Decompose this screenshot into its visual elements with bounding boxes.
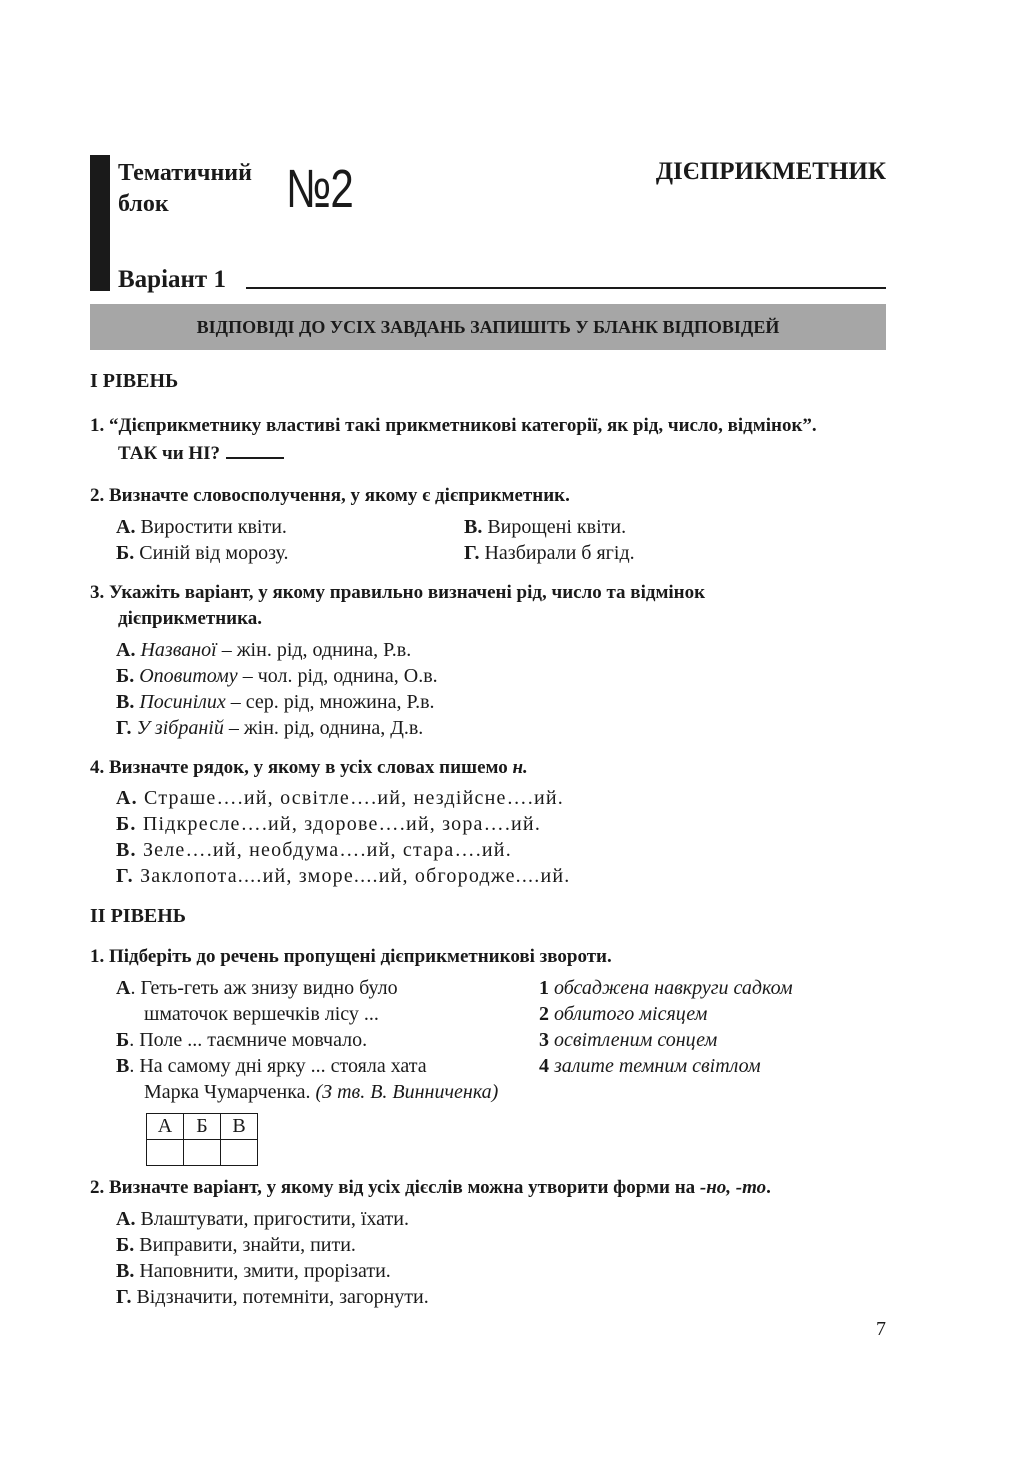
l1-q2-option-v: В. Вирощені квіти. [464, 516, 627, 538]
grid-header-b: Б [184, 1114, 221, 1140]
l1-question-4 [90, 755, 528, 781]
l1-q4-option-g: Г. Заклопота....ий, зморе....ий, обгородже....ий. [116, 865, 571, 887]
level-1-title: І РІВЕНЬ [90, 370, 179, 392]
grid-cell-a[interactable] [147, 1140, 184, 1166]
l1-q4-option-v: В. Зеле….ий, необдума….ий, стара….ий. [116, 839, 512, 861]
l2-q1-sentence-v: В. На самому дні ярку ... стояла хата Марка Чумарченка. (З тв. В. Винниченка) [116, 1055, 499, 1103]
l2-q1-phrase-4: 4 залите темним світлом [539, 1055, 761, 1077]
grid-header-v: В [221, 1114, 258, 1140]
l1-q2-text: 2. Визначте словосполучення, у якому є дієприкметник. [90, 485, 570, 506]
l1-q4-letter: н. [512, 757, 528, 778]
l2-q2-end: . [766, 1177, 771, 1198]
grid-cell-v[interactable] [221, 1140, 258, 1166]
l1-q3-option-g: Г. У зібраній – жін. рід, однина, Д.в. [116, 717, 424, 739]
l1-q4-text: 4. Визначте рядок, у якому в усіх словах пишемо [90, 757, 508, 778]
grid-header-a: А [147, 1114, 184, 1140]
l1-q2-option-g: Г. Назбирали б ягід. [464, 542, 635, 564]
grid-cell-b[interactable] [184, 1140, 221, 1166]
instruction-banner: ВІДПОВІДІ ДО УСІХ ЗАВДАНЬ ЗАПИШІТЬ У БЛАНК ВІДПОВІДЕЙ [90, 304, 886, 350]
l2-q2-option-v: В. Наповнити, змити, прорізати. [116, 1260, 391, 1282]
l1-q2-option-b: Б. Синій від морозу. [116, 542, 289, 564]
l1-question-1 [90, 413, 817, 467]
l2-q1-phrase-2: 2 облитого місяцем [539, 1003, 708, 1025]
l1-q3-option-a: А. Названої – жін. рід, однина, Р.в. [116, 639, 412, 661]
l1-q3-line1: 3. Укажіть варіант, у якому правильно визначені рід, число та відмінок [90, 582, 706, 603]
answer-grid [146, 1113, 258, 1166]
l1-q2-option-a: А. Виростити квіти. [116, 516, 287, 538]
l2-q1-sentence-a: А. Геть-геть аж знизу видно було шматочок вершечків лісу ... [116, 977, 398, 1025]
l2-q2-option-g: Г. Відзначити, потемніти, загорнути. [116, 1286, 429, 1308]
l1-q4-option-b: Б. Підкресле….ий, здорове….ий, зора….ий. [116, 813, 542, 835]
variant-underline [246, 287, 886, 289]
l1-q3-line2: дієприкметника. [118, 608, 263, 629]
l1-q1-line2: ТАК чи НІ? [118, 443, 221, 464]
topic-title: ДІЄПРИКМЕТНИК [655, 158, 886, 185]
block-marker-bar [90, 155, 110, 291]
block-label-line2: блок [118, 191, 169, 217]
level-2-title: ІІ РІВЕНЬ [90, 905, 187, 927]
variant-label: Варіант 1 [118, 266, 226, 293]
l2-q2-option-b: Б. Виправити, знайти, пити. [116, 1234, 356, 1256]
l1-q3-option-v: В. Посинілих – сер. рід, множина, Р.в. [116, 691, 435, 713]
answer-blank[interactable] [226, 439, 284, 459]
block-number: №2 [286, 159, 354, 219]
l2-question-2 [90, 1175, 771, 1201]
l1-q1-line2-wrap [90, 439, 817, 467]
l2-q1-text: 1. Підберіть до речень пропущені дієприкметникові звороти. [90, 946, 612, 967]
block-label-line1: Тематичний [118, 160, 252, 186]
l1-q3-option-b: Б. Оповитому – чол. рід, однина, О.в. [116, 665, 438, 687]
l2-q2-text: 2. Визначте варіант, у якому від усіх дієслів можна утворити форми на [90, 1177, 696, 1198]
l1-q1-line1: 1. “Дієприкметнику властиві такі прикметникові категорії, як рід, число, відмінок”. [90, 415, 817, 436]
l2-q1-phrase-1: 1 обсаджена навкруги садком [539, 977, 793, 999]
l2-q2-suffixes: -но, -то [699, 1177, 767, 1198]
l2-q1-phrase-3: 3 освітленим сонцем [539, 1029, 718, 1051]
l1-question-3 [90, 580, 705, 632]
page-number: 7 [876, 1318, 886, 1340]
l2-q2-option-a: А. Влаштувати, пригостити, їхати. [116, 1208, 409, 1230]
l1-q4-option-a: А. Страше….ий, освітле….ий, нездійсне….ий. [116, 787, 565, 809]
block-label [118, 158, 252, 220]
l2-q1-sentence-b: Б. Поле ... таємниче мовчало. [116, 1029, 368, 1051]
